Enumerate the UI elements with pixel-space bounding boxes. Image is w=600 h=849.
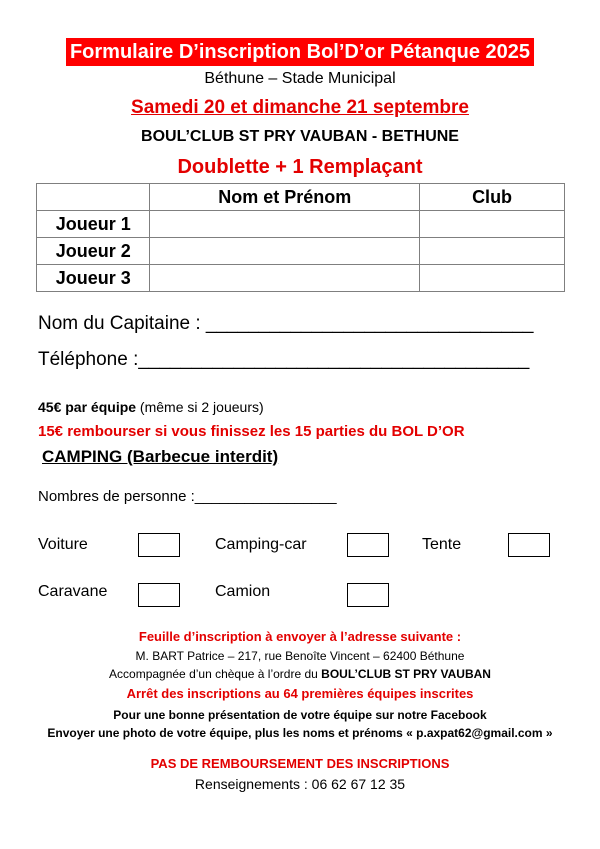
option-label-voiture: Voiture [38, 536, 88, 553]
player-name-cell[interactable] [150, 265, 420, 292]
phone-field[interactable]: Téléphone :_____________________________________ [38, 349, 530, 370]
option-label-tente: Tente [422, 536, 462, 553]
player-label: Joueur 3 [37, 265, 150, 292]
deadline-note: Arrêt des inscriptions au 64 premières équipes inscrites [126, 686, 474, 701]
competition-format: Doublette + 1 Remplaçant [177, 156, 423, 178]
cheque-payee: BOUL’CLUB ST PRY VAUBAN [321, 667, 491, 681]
table-row [37, 265, 565, 292]
event-location: Béthune – Stade Municipal [204, 70, 396, 87]
checkbox-tente[interactable] [508, 533, 550, 557]
cheque-prefix: Accompagnée d’un chèque à l’ordre du [109, 667, 322, 681]
table-header-empty [37, 184, 150, 211]
table-row [37, 238, 565, 265]
checkbox-caravane[interactable] [138, 583, 180, 607]
player-club-cell[interactable] [420, 211, 565, 238]
title-wrapper [0, 38, 600, 66]
checkbox-voiture[interactable] [138, 533, 180, 557]
organizer-club: BOUL’CLUB ST PRY VAUBAN - BETHUNE [141, 128, 459, 145]
players-table [36, 183, 565, 292]
camping-title: CAMPING (Barbecue interdit) [42, 447, 279, 466]
player-name-cell[interactable] [150, 238, 420, 265]
option-label-camping-car: Camping-car [215, 536, 307, 553]
table-row [37, 211, 565, 238]
event-dates: Samedi 20 et dimanche 21 septembre [131, 97, 469, 118]
player-name-cell[interactable] [150, 211, 420, 238]
player-club-cell[interactable] [420, 238, 565, 265]
table-header-name: Nom et Prénom [150, 184, 420, 211]
price-note: (même si 2 joueurs) [136, 399, 264, 415]
price-amount: 45€ par équipe [38, 399, 137, 415]
checkbox-camping-car[interactable] [347, 533, 389, 557]
table-header-club: Club [420, 184, 565, 211]
captain-field[interactable]: Nom du Capitaine : _______________________________ [38, 313, 534, 334]
photo-email-note: Envoyer une photo de votre équipe, plus les noms et prénoms « p.axpat62@gmail.com » [47, 726, 553, 740]
send-instructions-title: Feuille d’inscription à envoyer à l’adresse suivante : [138, 629, 462, 644]
option-label-camion: Camion [215, 583, 271, 600]
option-label-caravane: Caravane [38, 583, 108, 600]
postal-address: M. BART Patrice – 217, rue Benoîte Vincent – 62400 Béthune [135, 649, 465, 663]
refund-note: 15€ rembourser si vous finissez les 15 parties du BOL D’OR [38, 423, 465, 440]
people-count-field[interactable]: Nombres de personne :_________________ [38, 488, 337, 505]
player-label: Joueur 1 [37, 211, 150, 238]
no-refund-note: PAS DE REMBOURSEMENT DES INSCRIPTIONS [150, 756, 450, 771]
contact-phone: Renseignements : 06 62 67 12 35 [194, 776, 406, 792]
cheque-line [0, 666, 600, 683]
form-title: Formulaire D’inscription Bol’D’or Pétanque 2025 [66, 38, 534, 66]
price-line [38, 399, 264, 415]
facebook-note: Pour une bonne présentation de votre équipe sur notre Facebook [113, 708, 487, 722]
player-label: Joueur 2 [37, 238, 150, 265]
table-header-row [37, 184, 565, 211]
player-club-cell[interactable] [420, 265, 565, 292]
checkbox-camion[interactable] [347, 583, 389, 607]
